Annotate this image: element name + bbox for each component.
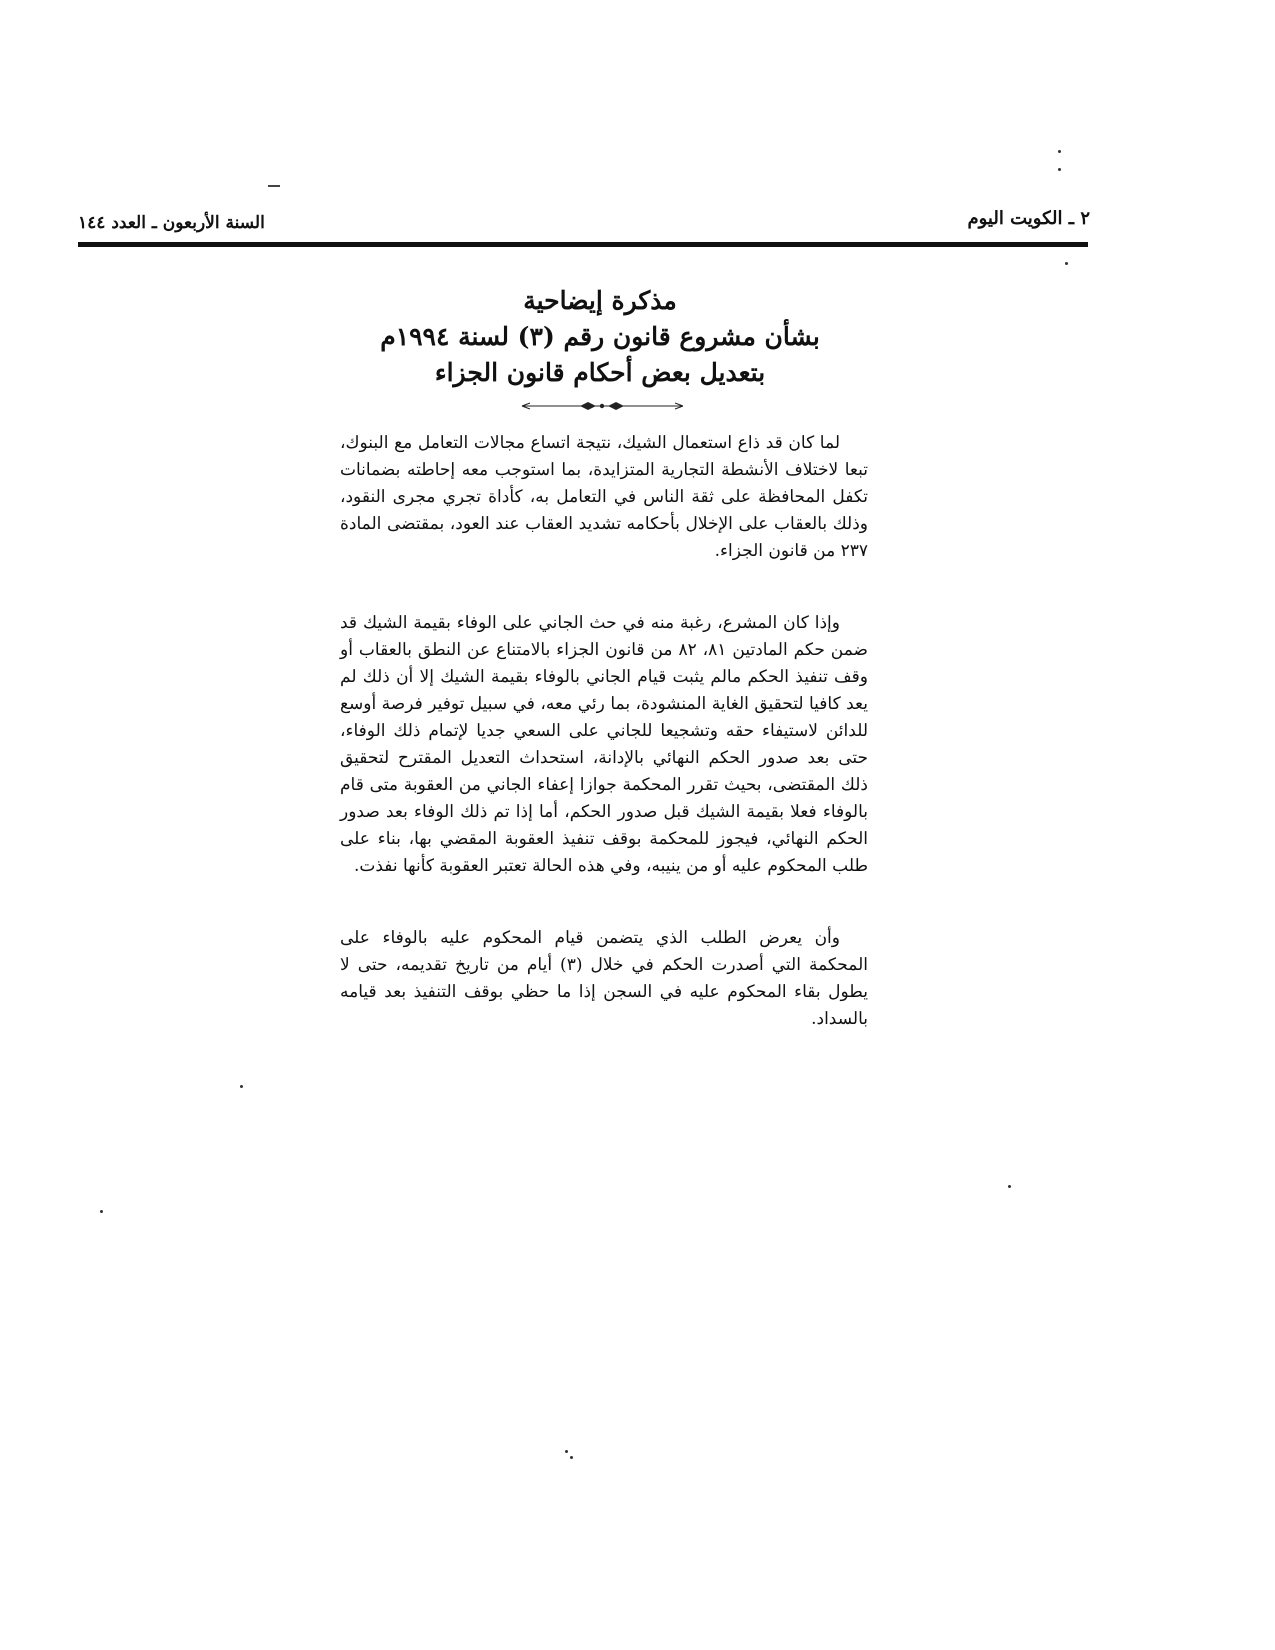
- scan-speck: [100, 1210, 103, 1213]
- paragraph-1: لما كان قد ذاع استعمال الشيك، نتيجة اتساع مجالات التعامل مع البنوك، تبعا لاختلاف الأنشطة التجارية المتزايدة، بما استوجب معه إحاطته بضمانات تكفل المحافظة على ثقة الناس في التعامل به، كأداة تجري مجرى النقود، وذلك بالعقاب على الإخلال بأحكامه تشديد العقاب عند العود، بمقتضى المادة ٢٣٧ من قانون الجزاء.: [340, 433, 868, 561]
- paragraph-3: وأن يعرض الطلب الذي يتضمن قيام المحكوم عليه بالوفاء على المحكمة التي أصدرت الحكم في خلال (٣) أيام من تاريخ تقديمه، حتى لا يطول بقاء المحكوم عليه في السجن إذا ما حظي بوقف التنفيذ بعد قيامه بالسداد.: [340, 928, 868, 1029]
- memo-body: [340, 430, 868, 1078]
- title-purpose: بتعديل بعض أحكام قانون الجزاء: [434, 358, 766, 387]
- title-block: [330, 283, 870, 391]
- page-number-header: ٢ ـ الكويت اليوم: [967, 208, 1090, 229]
- scan-mark: [268, 185, 280, 187]
- scan-speck: [1058, 168, 1061, 171]
- scan-speck: [1065, 262, 1068, 265]
- title-main: مذكرة إيضاحية: [523, 286, 677, 315]
- issue-header: السنة الأربعون ـ العدد ١٤٤: [78, 213, 265, 233]
- scan-speck: [570, 1456, 573, 1459]
- header-rule: [78, 242, 1088, 247]
- paragraph-2: وإذا كان المشرع، رغبة منه في حث الجاني على الوفاء بقيمة الشيك قد ضمن حكم المادتين ٨١، ٨٢ من قانون الجزاء بالامتناع عن النطق بالعقاب أو وقف تنفيذ الحكم مالم يثبت قيام الجاني بالوفاء بقيمة الشيك إلا أن ذلك لم يعد كافيا لتحقيق الغاية المنشودة، بما رئي معه، في سبيل توفير فرصة أوسع للدائن لاستيفاء حقه وتشجيعا للجاني على السعي جديا لإتمام ذلك الوفاء، حتى بعد صدور الحكم النهائي بالإدانة، استحداث التعديل المقترح لتحقيق ذلك المقتضى، بحيث تقرر المحكمة جوازا إعفاء الجاني من العقوبة متى قام بالوفاء فعلا بقيمة الشيك قبل صدور الحكم، أما إذا تم ذلك الوفاء بعد صدور الحكم النهائي، فيجوز للمحكمة بوقف تنفيذ العقوبة المقضي بها، بناء على طلب المحكوم عليه أو من ينيبه، وفي هذه الحالة تعتبر العقوبة كأنها نفذت.: [340, 613, 868, 876]
- title-subject: بشأن مشروع قانون رقم (٣) لسنة ١٩٩٤م: [380, 322, 820, 351]
- scan-speck: [240, 1085, 243, 1088]
- title-ornament: [520, 401, 685, 411]
- scan-speck: [1008, 1185, 1011, 1188]
- scan-speck: [1058, 150, 1061, 153]
- scan-speck: [565, 1450, 568, 1453]
